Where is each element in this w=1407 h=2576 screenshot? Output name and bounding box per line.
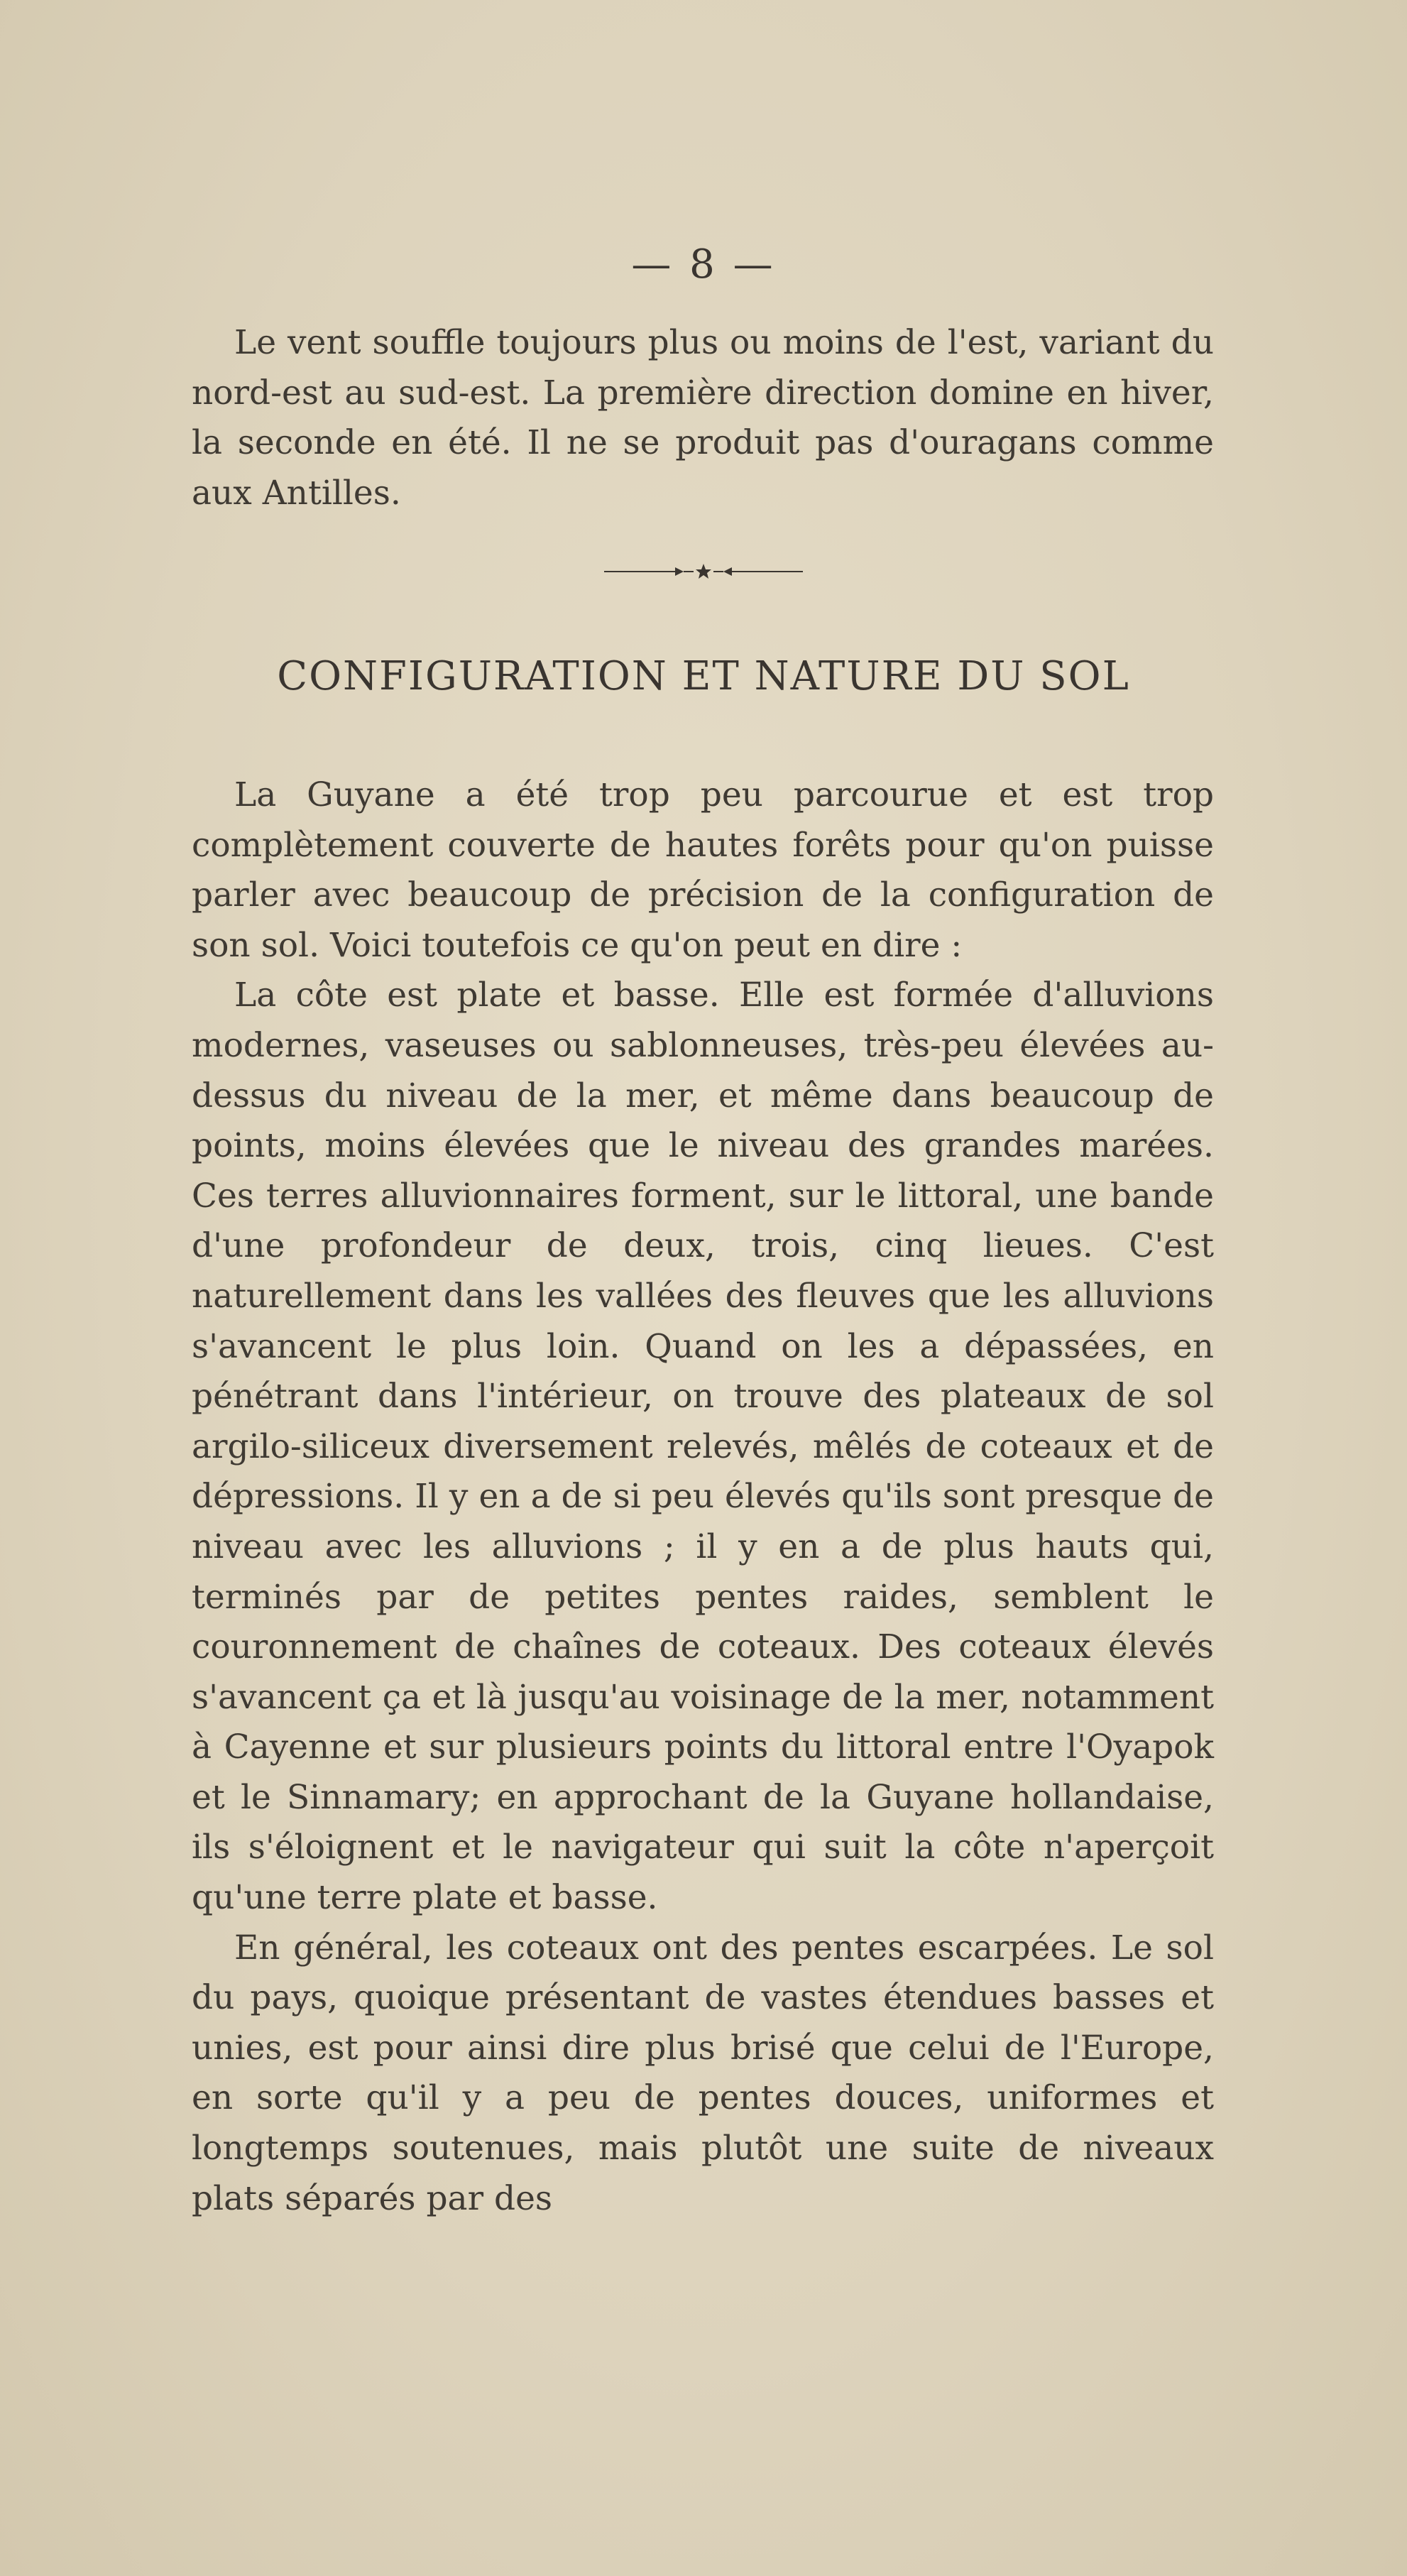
section-divider: [0, 561, 1407, 582]
section-body: [192, 770, 1214, 2224]
page-number: — 8 —: [631, 241, 776, 288]
section-title: CONFIGURATION ET NATURE DU SOL: [277, 653, 1130, 699]
intro-text: [192, 318, 1214, 518]
section-paragraph-2: La côte est plate et basse. Elle est formée d'alluvions modernes, vaseuses ou sablonneuses, très-peu élevées au-dessus du niveau de la mer, et même dans beaucoup de points, moins élevées que le niveau des grandes marées. Ces terres alluvionnaires forment, sur le littoral, une bande d'une profondeur de deux, trois, cinq lieues. C'est naturellement dans les vallées des fleuves que les alluvions s'avancent le plus loin. Quand on les a dépassées, en pénétrant dans l'intérieur, on trouve des plateaux de sol argilo-siliceux diversement relevés, mêlés de coteaux et de dépressions. Il y en a de si peu élevés qu'ils sont presque de niveau avec les alluvions ; il y en a de plus hauts qui, terminés par de petites pentes raides, semblent le couronnement de chaînes de coteaux. Des coteaux élevés s'avancent ça et là jusqu'au voisinage de la mer, notamment à Cayenne et sur plusieurs points du littoral entre l'Oyapok et le Sinnamary; en approchant de la Guyane hollandaise, ils s'éloignent et le navigateur qui suit la côte n'aperçoit qu'une terre plate et basse.: [192, 976, 1214, 1918]
section-paragraph-1: La Guyane a été trop peu parcourue et est trop complètement couverte de hautes forêts pour qu'on puisse parler avec beaucoup de précision de la configuration de son sol. Voici toutefois ce qu'on peut en dire :: [192, 775, 1214, 965]
dash-arrow-star-divider-icon: [604, 561, 803, 582]
intro-paragraph: Le vent souffle toujours plus ou moins de l'est, variant du nord-est au sud-est. La première direction domine en hiver, la seconde en été. Il ne se produit pas d'ouragans comme aux Antilles.: [192, 323, 1214, 513]
section-paragraph-3: En général, les coteaux ont des pentes escarpées. Le sol du pays, quoique présentant de vastes étendues basses et unies, est pour ainsi dire plus brisé que celui de l'Europe, en sorte qu'il y a peu de pentes douces, uniformes et longtemps soutenues, mais plutôt une suite de niveaux plats séparés par des: [192, 1928, 1214, 2218]
